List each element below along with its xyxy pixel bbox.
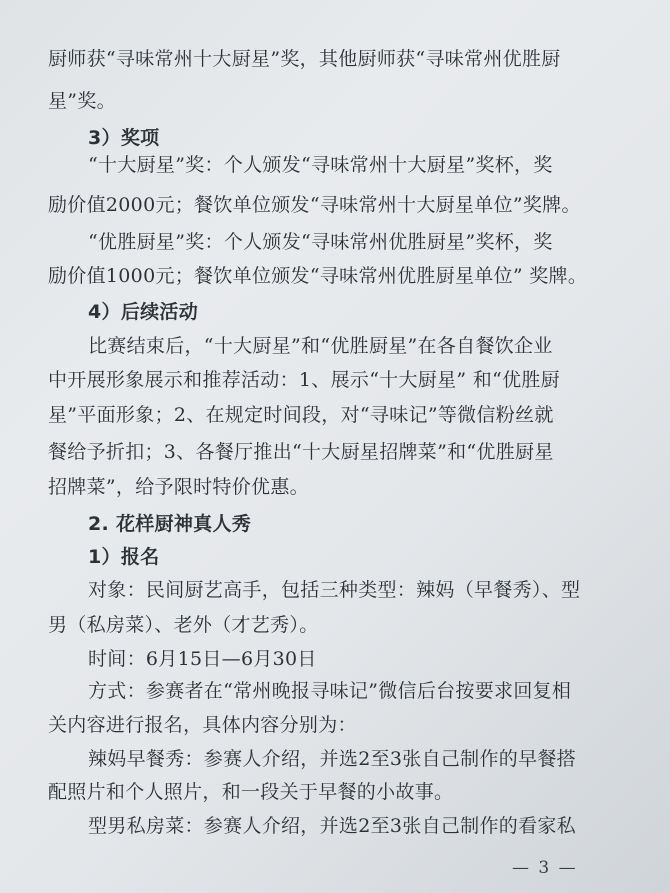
text-line: 辣妈早餐秀：参赛人介绍，并选2至3张自己制作的早餐搭 — [88, 748, 576, 770]
page-number: — 3 — — [512, 858, 578, 878]
text-line: 对象：民间厨艺高手，包括三种类型：辣妈（早餐秀）、型 — [88, 579, 581, 601]
text-line: 餐给予折扣；3、各餐厅推出“十大厨星招牌菜”和“优胜厨星 — [48, 441, 554, 463]
text-line: 中开展形象展示和推荐活动：1、展示“十大厨星” 和“优胜厨 — [48, 369, 560, 391]
text-line: 星”奖。 — [48, 90, 116, 112]
text-line: 关内容进行报名，具体内容分别为： — [48, 714, 357, 736]
text-line: 励价值1000元；餐饮单位颁发“寻味常州优胜厨星单位” 奖牌。 — [48, 265, 588, 287]
section-heading: 3）奖项 — [88, 127, 160, 149]
section-heading: 2. 花样厨神真人秀 — [88, 513, 252, 535]
text-line: 方式：参赛者在“常州晚报寻味记”微信后台按要求回复相 — [88, 680, 572, 702]
text-line: 男（私房菜）、老外（才艺秀）。 — [48, 614, 319, 636]
text-line: 星”平面形象；2、在规定时间段，对“寻味记”等微信粉丝就 — [48, 404, 554, 426]
section-heading: 4）后续活动 — [88, 301, 199, 323]
text-line: 厨师获“寻味常州十大厨星”奖，其他厨师获“寻味常州优胜厨 — [48, 48, 561, 70]
section-heading: 1）报名 — [88, 546, 160, 568]
text-line: 招牌菜”，给予限时特价优惠。 — [48, 476, 309, 498]
text-line: “十大厨星”奖：个人颁发“寻味常州十大厨星”奖杯，奖 — [88, 154, 553, 176]
text-line: 励价值2000元；餐饮单位颁发“寻味常州十大厨星单位”奖牌。 — [48, 194, 581, 216]
text-line: 比赛结束后，“十大厨星”和“优胜厨星”在各自餐饮企业 — [88, 335, 553, 357]
text-line: 配照片和个人照片，和一段关于早餐的小故事。 — [48, 781, 454, 803]
text-line: 型男私房菜：参赛人介绍，并选2至3张自己制作的看家私 — [88, 815, 576, 837]
text-line: 时间：6月15日—6月30日 — [88, 648, 317, 670]
text-line: “优胜厨星”奖：个人颁发“寻味常州优胜厨星”奖杯，奖 — [88, 231, 553, 253]
